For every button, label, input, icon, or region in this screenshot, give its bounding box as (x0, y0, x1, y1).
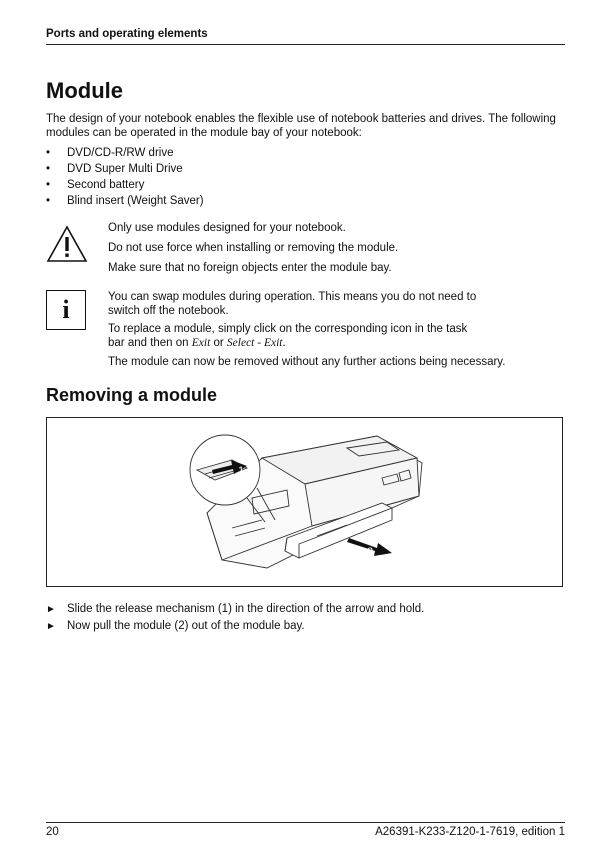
callout-1: 1 (238, 465, 245, 477)
select-exit-command: Select - Exit (226, 337, 283, 349)
info-paragraph-1: You can swap modules during operation. This means you do not need to switch off the notebook. (108, 291, 477, 317)
step-arrow-icon: ► (46, 604, 56, 615)
step-arrow-icon: ► (46, 621, 56, 632)
step-text: Slide the release mechanism (1) in the direction of the arrow and hold. (67, 603, 425, 615)
warning-line: Do not use force when installing or removing the module. (108, 242, 399, 254)
footer-rule (46, 822, 565, 823)
info-glyph: i (62, 295, 70, 324)
info-text: To replace a module, simply click on the corresponding icon in the task bar and then on (108, 323, 468, 349)
list-item: • DVD/CD-R/RW drive (46, 145, 204, 161)
info-text: or (210, 337, 227, 349)
list-item (46, 618, 424, 635)
removal-steps (46, 601, 424, 635)
notebook-illustration (47, 418, 562, 586)
step-text: Now pull the module (2) out of the module bay. (67, 620, 305, 632)
warning-triangle-icon (46, 225, 88, 263)
info-icon (46, 290, 86, 330)
exit-command: Exit (191, 337, 211, 349)
list-item: • DVD Super Multi Drive (46, 161, 204, 177)
document-id: A26391-K233-Z120-1-7619, edition 1 (375, 826, 565, 838)
running-head: Ports and operating elements (46, 28, 208, 40)
warning-line: Only use modules designed for your notebook. (108, 222, 346, 234)
subsection-title: Removing a module (46, 385, 218, 405)
callout-2: 2 (367, 546, 374, 558)
intro-paragraph: The design of your notebook enables the flexible use of notebook batteries and drives. The following modules can be operated in the module bay of your notebook: (46, 113, 556, 139)
header-rule (46, 44, 565, 45)
info-paragraph-3: The module can now be removed without any further actions being necessary. (108, 356, 506, 368)
page-number: 20 (46, 826, 59, 838)
list-item: • Second battery (46, 177, 204, 193)
info-paragraph-2 (108, 322, 483, 350)
section-title: Module (46, 78, 123, 103)
warning-line: Make sure that no foreign objects enter the module bay. (108, 262, 392, 274)
info-text: . (282, 337, 286, 349)
list-item (46, 601, 424, 618)
removal-illustration (46, 417, 563, 587)
list-item: • Blind insert (Weight Saver) (46, 193, 204, 209)
module-list (46, 145, 204, 209)
